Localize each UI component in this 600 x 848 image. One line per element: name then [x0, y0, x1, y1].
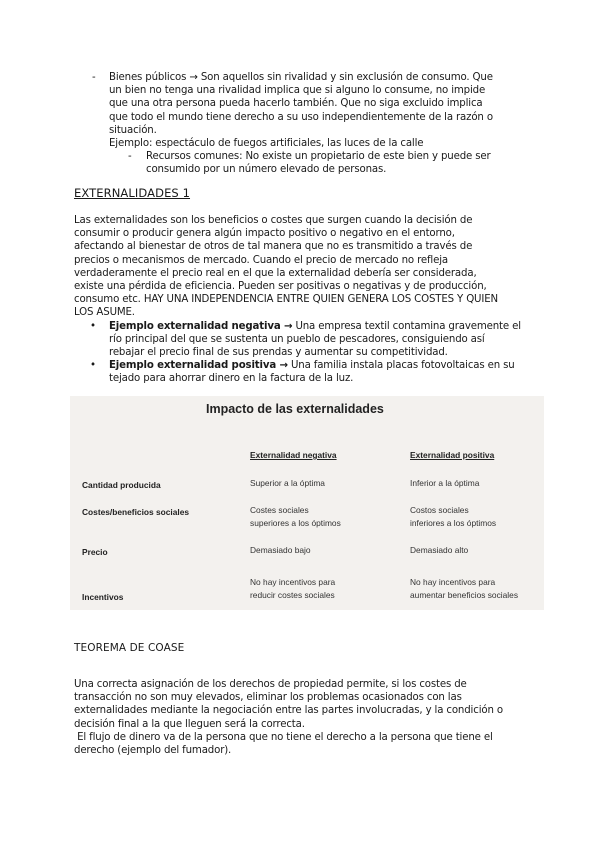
- coase-paragraph: [74, 678, 503, 757]
- table-cell: Inferior a la óptima: [410, 478, 480, 488]
- row-label: Costes/beneficios sociales: [82, 507, 190, 517]
- text-line: decisión final a la que lleguen será la correcta.: [74, 718, 305, 730]
- text-line: [109, 359, 515, 372]
- text-line: Recursos comunes: No existe un propietario de este bien y puede ser: [146, 151, 491, 162]
- table-title: Impacto de las externalidades: [206, 402, 384, 416]
- text-line: externalidades mediante la negociación entre las partes involucradas, y la condición o: [74, 705, 503, 717]
- text-line: LOS ASUME.: [74, 307, 135, 319]
- text-line: existe una pérdida de eficiencia. Pueden ser positivas o negativas y de producción,: [74, 281, 487, 293]
- externalidades-paragraph: [74, 214, 498, 320]
- text-line: transacción no son muy elevados, eliminar los problemas ocasionados con las: [74, 692, 462, 704]
- column-header-negativa: Externalidad negativa: [250, 450, 337, 460]
- text-span: Una familia instala placas fotovoltaicas en su: [287, 360, 515, 371]
- table-cell: reducir costes sociales: [250, 590, 335, 600]
- bullet-dot: •: [90, 360, 97, 371]
- impacto-externalidades-table: [70, 396, 544, 610]
- coase-heading: TEOREMA DE COASE: [74, 642, 185, 654]
- table-cell: Demasiado alto: [410, 545, 469, 555]
- table-cell: inferiores a los óptimos: [410, 518, 497, 528]
- text-line: El flujo de dinero va de la persona que no tiene el derecho a la persona que tiene el: [74, 731, 493, 743]
- ejemplo-negativo-label: Ejemplo externalidad negativa →: [109, 321, 293, 332]
- table-cell: Demasiado bajo: [250, 545, 311, 555]
- text-line: que todo el mundo tiene derecho a su uso independientemente de la razón o: [109, 111, 493, 123]
- table-cell: aumentar beneficios sociales: [410, 590, 519, 600]
- dash-bullet: -: [92, 72, 96, 83]
- ejemplo-line: Ejemplo: espectáculo de fuegos artificiales, las luces de la calle: [109, 138, 424, 150]
- table-cell: Superior a la óptima: [250, 478, 325, 488]
- bullet-dot: •: [90, 321, 97, 332]
- text-line: Una correcta asignación de los derechos de propiedad permite, si los costes de: [74, 679, 467, 690]
- ejemplo-negativo-item: [109, 320, 521, 360]
- sub-dash-bullet: -: [128, 151, 132, 162]
- text-line: consumo etc. HAY UNA INDEPENDENCIA ENTRE QUIEN GENERA LOS COSTES Y QUIEN: [74, 294, 498, 306]
- table-cell: Costos sociales: [410, 505, 469, 515]
- text-line: rebajar el precio final de sus prendas y aumentar su competitividad.: [109, 347, 448, 359]
- text-line: [109, 320, 521, 333]
- text-line: consumir o producir genera algún impacto positivo o negativo en el entorno,: [74, 228, 455, 240]
- text-line: derecho (ejemplo del fumador).: [74, 745, 232, 757]
- row-label: Cantidad producida: [82, 480, 161, 490]
- table-cell: No hay incentivos para: [410, 577, 496, 587]
- row-label: Incentivos: [82, 592, 124, 602]
- text-line: tejado para ahorrar dinero en la factura de la luz.: [109, 373, 354, 385]
- row-label: Precio: [82, 547, 108, 557]
- text-line: precios o mecanismos de mercado. Cuando el precio de mercado no refleja: [74, 254, 449, 266]
- column-header-positiva: Externalidad positiva: [410, 450, 495, 460]
- text-line: consumido por un número elevado de personas.: [146, 164, 387, 176]
- text-line: situación.: [109, 124, 157, 136]
- recursos-comunes-item: [146, 150, 491, 176]
- ejemplo-positivo-label: Ejemplo externalidad positiva →: [109, 360, 288, 371]
- text-line: afectando al bienestar de otros de tal manera que no es transmitido a través de: [74, 241, 473, 253]
- text-span: Una empresa textil contamina gravemente el: [292, 321, 521, 332]
- ejemplo-positivo-item: [109, 359, 515, 385]
- text-line: un bien no tenga una rivalidad implica que si alguno lo consume, no impide: [109, 85, 486, 97]
- text-line: verdaderamente el precio real en el que la externalidad debería ser considerada,: [74, 267, 477, 279]
- bienes-publicos-item: [109, 71, 493, 150]
- externalidades-heading: EXTERNALIDADES 1: [74, 186, 191, 200]
- table-cell: Costes sociales: [250, 505, 309, 515]
- text-line: que una otra persona pueda hacerlo también. Que no siga excluido implica: [109, 98, 483, 110]
- text-line: Las externalidades son los beneficios o costes que surgen cuando la decisión de: [74, 215, 473, 226]
- table-cell: No hay incentivos para: [250, 577, 336, 587]
- table-cell: superiores a los óptimos: [250, 518, 341, 528]
- text-line: río principal del que se sustenta un pueblo de pescadores, consiguiendo así: [109, 334, 485, 346]
- text-line: Bienes públicos → Son aquellos sin rivalidad y sin exclusión de consumo. Que: [109, 72, 493, 83]
